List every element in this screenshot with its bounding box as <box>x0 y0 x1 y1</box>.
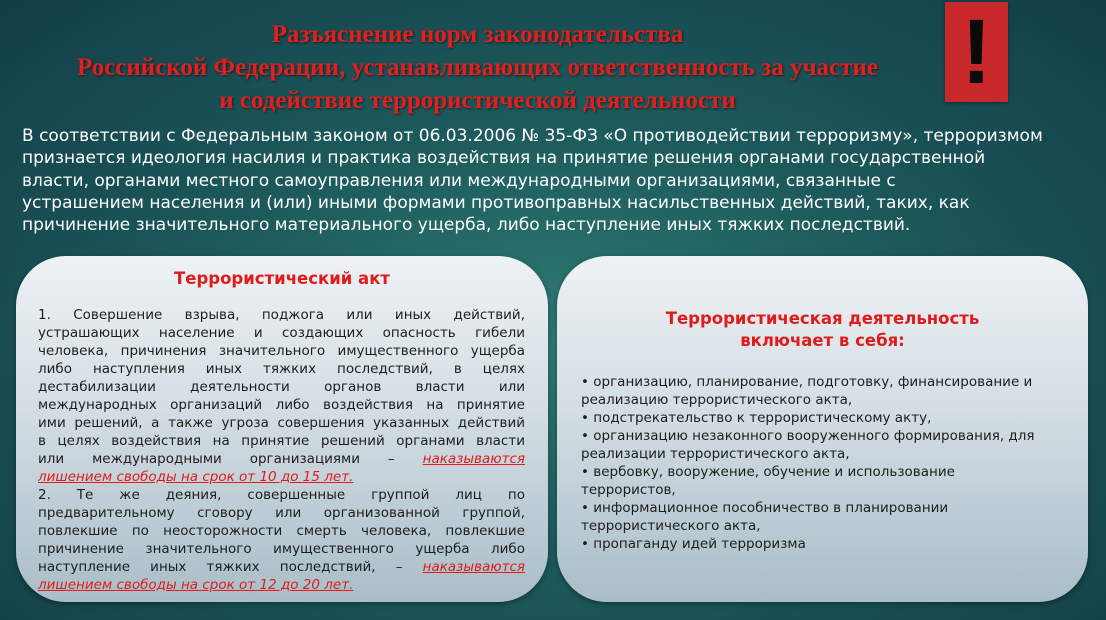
terrorist-activity-heading <box>557 308 1088 352</box>
act-line: в целях воздействия на принятие решений органами власти <box>38 433 525 449</box>
intro-line: В соответствии с Федеральным законом от 06.03.2006 № 35-ФЗ «О противодействии терроризму», терроризмом <box>22 126 1043 146</box>
terrorist-act-heading: Террористический акт <box>174 269 390 288</box>
act-line: человека, причинения значительного имущественного ущерба <box>38 343 525 359</box>
act-line: международных организаций либо воздействия на принятие <box>38 397 525 413</box>
terrorist-act-text <box>38 306 525 594</box>
title-line: и содействие террористической деятельности <box>219 87 736 114</box>
page-title <box>20 18 935 117</box>
act-line-text: или международными организациями – <box>38 451 395 467</box>
act-line: 1. Совершение взрыва, поджога или иных действий, <box>38 307 525 323</box>
act-line-text: наступление иных тяжких последствий, – <box>38 559 403 575</box>
intro-line: власти, органами местного самоуправления или международными организациями, связанные с <box>22 170 896 191</box>
exclamation-mark: ! <box>961 1 992 103</box>
act-line: либо наступления иных тяжких последствий, в целях <box>38 361 525 377</box>
intro-line: признается идеология насилия и практика воздействия на принятие решения органами государственной <box>22 148 986 169</box>
list-item: • вербовку, вооружение, обучение и использование <box>581 464 955 480</box>
title-line: Российской Федерации, устанавливающих ответственность за участие <box>77 54 878 81</box>
act-line <box>38 576 525 594</box>
act-line: устрашающих население и создающих опасность гибели <box>38 325 525 341</box>
heading-line: включает в себя: <box>740 331 905 350</box>
list-item: • организацию, планирование, подготовку, финансирование и <box>581 374 1033 390</box>
terrorist-activity-panel <box>557 256 1088 602</box>
penalty-text: лишением свободы на срок от 10 до 15 лет. <box>38 469 354 485</box>
list-item: террористического акта, <box>581 518 761 534</box>
exclamation-icon <box>945 2 1008 102</box>
intro-line: устрашением населения и (или) иными формами противоправных насильственных действий, таких, как <box>22 192 970 213</box>
intro-paragraph <box>22 125 1087 236</box>
penalty-text: лишением свободы на срок от 12 до 20 лет. <box>38 577 354 593</box>
list-item: террористов, <box>581 482 676 498</box>
list-item: реализацию террористического акта, <box>581 392 853 408</box>
act-line: дестабилизации деятельности органов власти или <box>38 379 525 395</box>
intro-line: причинение значительного материального ущерба, либо наступление иных тяжких последствий. <box>22 215 911 236</box>
penalty-text: наказываются <box>422 451 525 467</box>
list-item: реализации террористического акта, <box>581 446 850 462</box>
act-line <box>38 468 525 486</box>
terrorist-act-panel <box>16 256 548 602</box>
list-item: • организацию незаконного вооруженного формирования, для <box>581 428 1035 444</box>
act-line <box>38 558 525 576</box>
act-line: 2. Те же деяния, совершенные группой лиц по <box>38 487 525 503</box>
act-line: ими решений, а также угроза совершения указанных действий <box>38 415 525 431</box>
list-item: • подстрекательство к террористическому акту, <box>581 410 932 426</box>
title-line: Разъяснение норм законодательства <box>271 21 684 48</box>
list-item: • пропаганду идей терроризма <box>581 536 806 552</box>
penalty-text: наказываются <box>422 559 525 575</box>
act-line: предварительному сговору или организованной группой, <box>38 505 525 521</box>
act-line: причинение значительного имущественного ущерба либо <box>38 541 525 557</box>
activity-bullet-list <box>581 373 1071 553</box>
list-item: • информационное пособничество в планировании <box>581 500 949 516</box>
heading-line: Террористическая деятельность <box>665 309 980 328</box>
act-line: повлекшие по неосторожности смерть человека, повлекшие <box>38 523 525 539</box>
act-line <box>38 450 525 468</box>
